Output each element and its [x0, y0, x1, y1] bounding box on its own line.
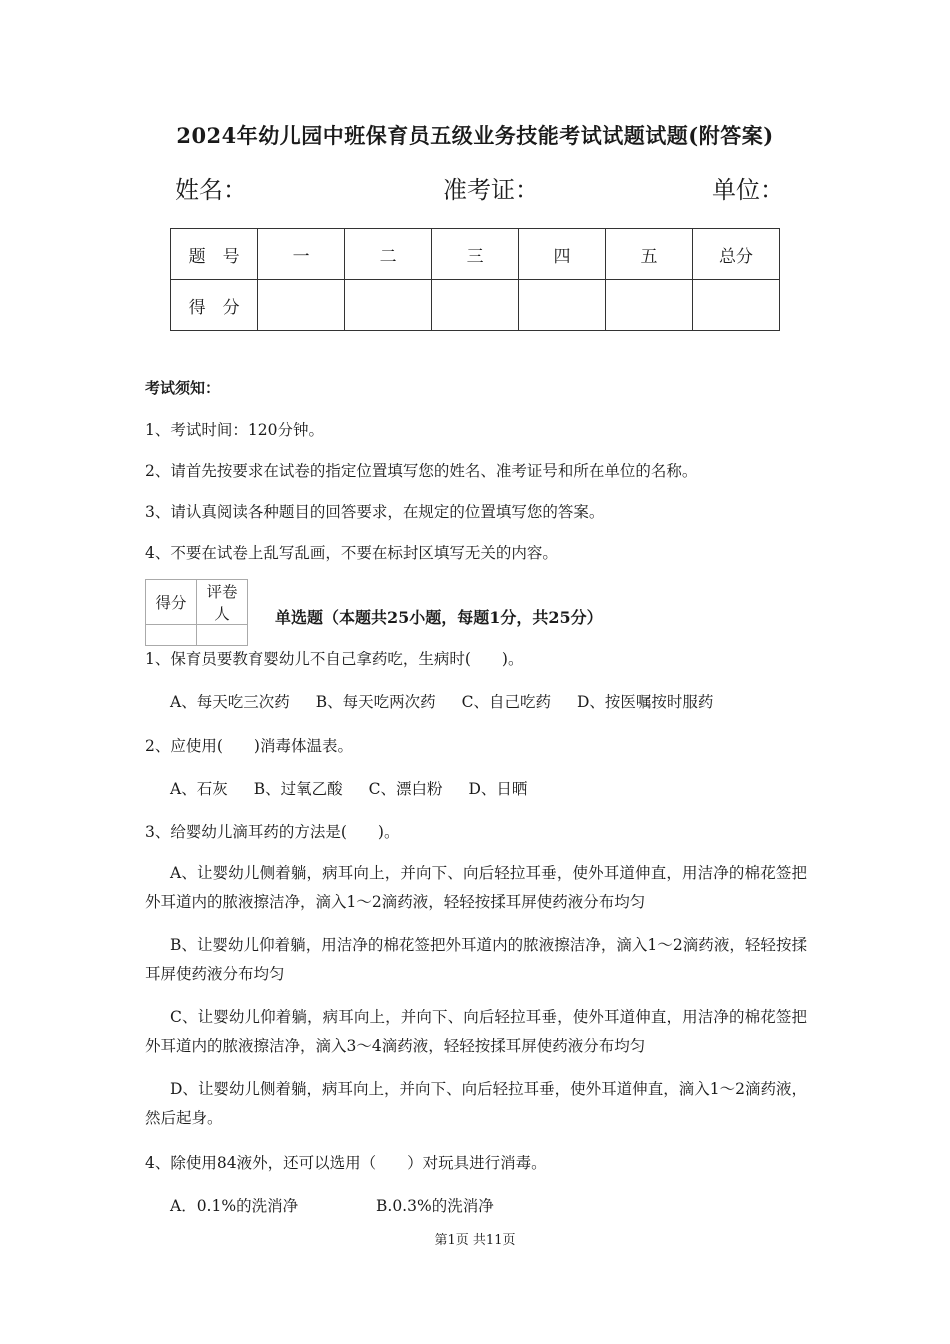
score-entry-cell[interactable] — [258, 280, 345, 331]
section-title: 单选题（本题共25小题，每题1分，共25分） — [275, 608, 603, 627]
option[interactable]: B、让婴幼儿仰着躺，用洁净的棉花签把外耳道内的脓液擦洁净，滴入1～2滴药液，轻轻按揉耳屏使药液分布均匀 — [145, 936, 807, 983]
question-stem: 3、给婴幼儿滴耳药的方法是( )。 — [145, 823, 400, 841]
option[interactable]: D、日晒 — [468, 780, 528, 798]
question-stem: 2、应使用( )消毒体温表。 — [145, 737, 353, 755]
option[interactable]: D、让婴幼儿侧着躺，病耳向上，并向下、向后轻拉耳垂，使外耳道伸直，滴入1～2滴药液，然后起身。 — [145, 1080, 807, 1127]
score-table-cell: 题 号 — [171, 229, 258, 280]
unit-label: 单位： — [712, 176, 784, 204]
score-table-cell: 四 — [519, 229, 606, 280]
grader-name-cell[interactable] — [197, 625, 248, 646]
notice-title: 考试须知： — [145, 379, 221, 397]
grader-score-label: 得分 — [146, 580, 197, 625]
score-entry-cell[interactable] — [692, 280, 779, 331]
notice-item: 4、不要在试卷上乱写乱画，不要在标封区填写无关的内容。 — [145, 544, 558, 562]
option[interactable]: B、每天吃两次药 — [315, 693, 436, 711]
option[interactable]: A、让婴幼儿侧着躺，病耳向上，并向下、向后轻拉耳垂，使外耳道伸直，用洁净的棉花签把外耳道内的脓液擦洁净，滴入1～2滴药液，轻轻按揉耳屏使药液分布均匀 — [145, 864, 807, 911]
score-table-header-row — [171, 229, 780, 280]
question-stem: 4、除使用84液外，还可以选用（ ）对玩具进行消毒。 — [145, 1154, 547, 1172]
score-table-cell: 一 — [258, 229, 345, 280]
option[interactable]: D、按医嘱按时服药 — [576, 693, 714, 711]
options-row — [170, 777, 527, 799]
grader-score-cell[interactable] — [146, 625, 197, 646]
option[interactable]: C、让婴幼儿仰着躺，病耳向上，并向下、向后轻拉耳垂，使外耳道伸直，用洁净的棉花签把外耳道内的脓液擦洁净，滴入3～4滴药液，轻轻按揉耳屏使药液分布均匀 — [145, 1008, 807, 1055]
score-table — [170, 228, 780, 331]
name-label: 姓名： — [175, 176, 247, 204]
notice-item: 3、请认真阅读各种题目的回答要求，在规定的位置填写您的答案。 — [145, 503, 605, 521]
grader-box — [145, 579, 248, 646]
score-table-cell: 三 — [432, 229, 519, 280]
score-table-cell: 得 分 — [171, 280, 258, 331]
score-entry-cell[interactable] — [519, 280, 606, 331]
option[interactable]: B、过氧乙酸 — [253, 780, 343, 798]
exam-id-label: 准考证： — [443, 176, 539, 204]
score-table-cell: 二 — [345, 229, 432, 280]
notice-item: 2、请首先按要求在试卷的指定位置填写您的姓名、准考证号和所在单位的名称。 — [145, 462, 698, 480]
option[interactable]: B.0.3%的洗消净 — [376, 1197, 494, 1215]
score-entry-cell[interactable] — [606, 280, 693, 331]
option[interactable]: A．0.1%的洗消净 — [170, 1197, 299, 1215]
notice-item: 1、考试时间：120分钟。 — [145, 421, 324, 439]
page-footer: 第1页 共11页 — [434, 1233, 516, 1248]
grader-name-label: 评卷人 — [197, 580, 248, 625]
score-entry-cell[interactable] — [432, 280, 519, 331]
options-row — [170, 690, 713, 712]
option[interactable]: C、漂白粉 — [368, 780, 443, 798]
option[interactable]: A、每天吃三次药 — [170, 693, 290, 711]
question-stem: 1、保育员要教育婴幼儿不自己拿药吃，生病时( )。 — [145, 650, 524, 668]
score-entry-cell[interactable] — [345, 280, 432, 331]
option[interactable]: C、自己吃药 — [461, 693, 551, 711]
score-table-cell: 五 — [606, 229, 693, 280]
score-table-score-row — [171, 280, 780, 331]
score-table-cell: 总分 — [692, 229, 779, 280]
option[interactable]: A、石灰 — [170, 780, 228, 798]
page-title: 2024年幼儿园中班保育员五级业务技能考试试题试题(附答案) — [176, 123, 774, 148]
